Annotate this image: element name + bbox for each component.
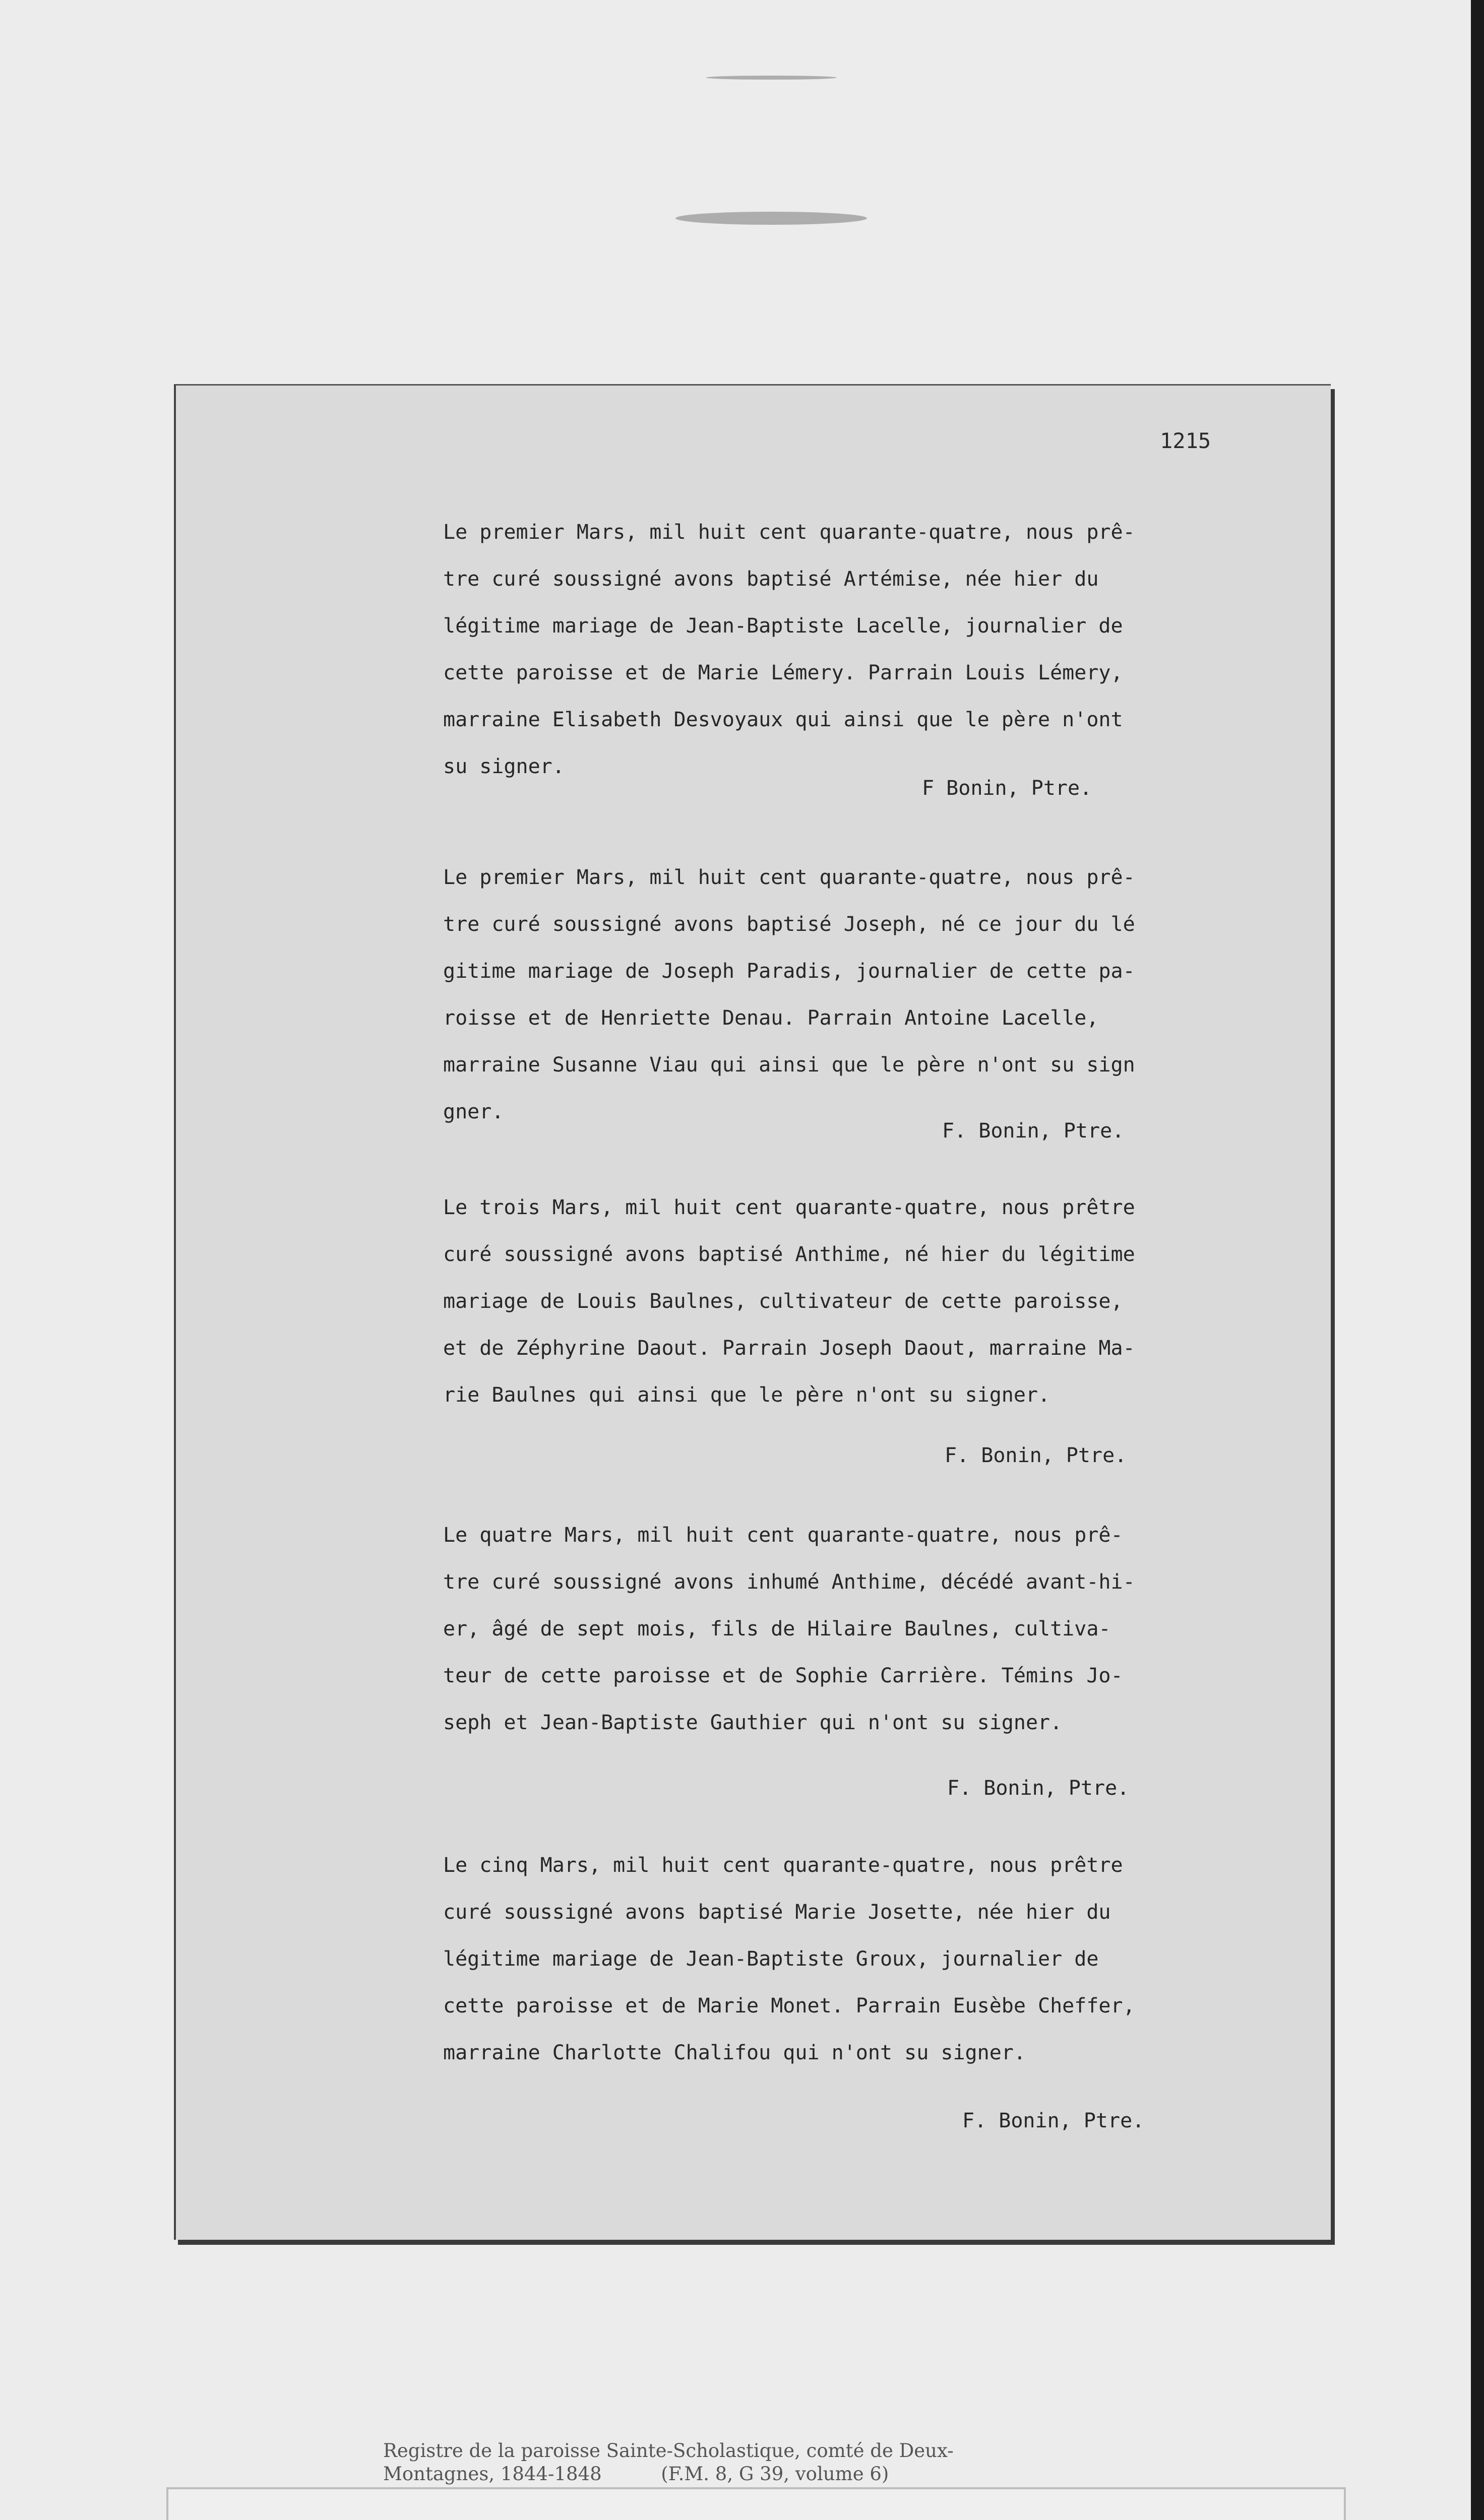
entry-line: tre curé soussigné avons inhumé Anthime, décédé avant-hi- <box>443 1570 1135 1594</box>
entry-line: tre curé soussigné avons baptisé Joseph, né ce jour du lé <box>443 913 1135 936</box>
entry-line: et de Zéphyrine Daout. Parrain Joseph Daout, marraine Ma- <box>443 1337 1135 1360</box>
caption-line: Montagnes, 1844-1848 (F.M. 8, G 39, volume 6) <box>383 2463 889 2485</box>
entry-line: roisse et de Henriette Denau. Parrain Antoine Lacelle, <box>443 1006 1099 1030</box>
entry-line: seph et Jean-Baptiste Gauthier qui n'ont su signer. <box>443 1711 1063 1734</box>
scan-smudge <box>706 76 837 80</box>
archive-caption <box>383 2439 954 2486</box>
entry-line: mariage de Louis Baulnes, cultivateur de cette paroisse, <box>443 1290 1123 1313</box>
priest-signature: F. Bonin, Ptre. <box>947 1777 1130 1800</box>
priest-signature: F Bonin, Ptre. <box>922 777 1092 800</box>
entry-line: cette paroisse et de Marie Monet. Parrain Eusèbe Cheffer, <box>443 1994 1135 2018</box>
entry-line: curé soussigné avons baptisé Anthime, né hier du légitime <box>443 1243 1135 1266</box>
entry-line: su signer. <box>443 755 565 778</box>
page-number: 1215 <box>1160 428 1211 453</box>
entry-line: er, âgé de sept mois, fils de Hilaire Baulnes, cultiva- <box>443 1617 1111 1641</box>
scan-border-right <box>1471 0 1484 2520</box>
entry-line: Le quatre Mars, mil huit cent quarante-quatre, nous prê- <box>443 1524 1123 1547</box>
entry-line: Le premier Mars, mil huit cent quarante-quatre, nous prê- <box>443 521 1135 544</box>
entry-line: teur de cette paroisse et de Sophie Carrière. Témins Jo- <box>443 1664 1123 1687</box>
entry-line: curé soussigné avons baptisé Marie Josette, née hier du <box>443 1901 1111 1924</box>
register-entry <box>443 1512 1310 1746</box>
register-entry <box>443 509 1310 790</box>
entry-line: cette paroisse et de Marie Lémery. Parrain Louis Lémery, <box>443 661 1123 684</box>
entry-line: légitime mariage de Jean-Baptiste Groux, journalier de <box>443 1947 1099 1971</box>
entry-line: marraine Charlotte Chalifou qui n'ont su signer. <box>443 2041 1026 2064</box>
scan-smudge <box>675 212 867 225</box>
entry-line: marraine Elisabeth Desvoyaux qui ainsi que le père n'ont <box>443 708 1123 731</box>
entry-line: Le trois Mars, mil huit cent quarante-quatre, nous prêtre <box>443 1196 1135 1219</box>
register-entry <box>443 1184 1310 1419</box>
register-entry <box>443 854 1310 1136</box>
archives-stamp <box>166 2487 1346 2520</box>
register-entry <box>443 1842 1310 2076</box>
entry-line: gitime mariage de Joseph Paradis, journalier de cette pa- <box>443 960 1135 983</box>
priest-signature: F. Bonin, Ptre. <box>962 2109 1145 2132</box>
entry-line: marraine Susanne Viau qui ainsi que le père n'ont su sign <box>443 1053 1135 1077</box>
caption-line: Registre de la paroisse Sainte-Scholastique, comté de Deux- <box>383 2440 954 2462</box>
entry-line: Le cinq Mars, mil huit cent quarante-quatre, nous prêtre <box>443 1854 1123 1877</box>
entry-line: gner. <box>443 1100 504 1123</box>
entry-line: rie Baulnes qui ainsi que le père n'ont su signer. <box>443 1383 1050 1407</box>
register-page <box>174 384 1331 2240</box>
entry-line: Le premier Mars, mil huit cent quarante-quatre, nous prê- <box>443 866 1135 889</box>
priest-signature: F. Bonin, Ptre. <box>942 1119 1125 1143</box>
priest-signature: F. Bonin, Ptre. <box>945 1444 1127 1467</box>
entry-line: légitime mariage de Jean-Baptiste Lacelle, journalier de <box>443 614 1123 638</box>
entry-line: tre curé soussigné avons baptisé Artémise, née hier du <box>443 568 1099 591</box>
